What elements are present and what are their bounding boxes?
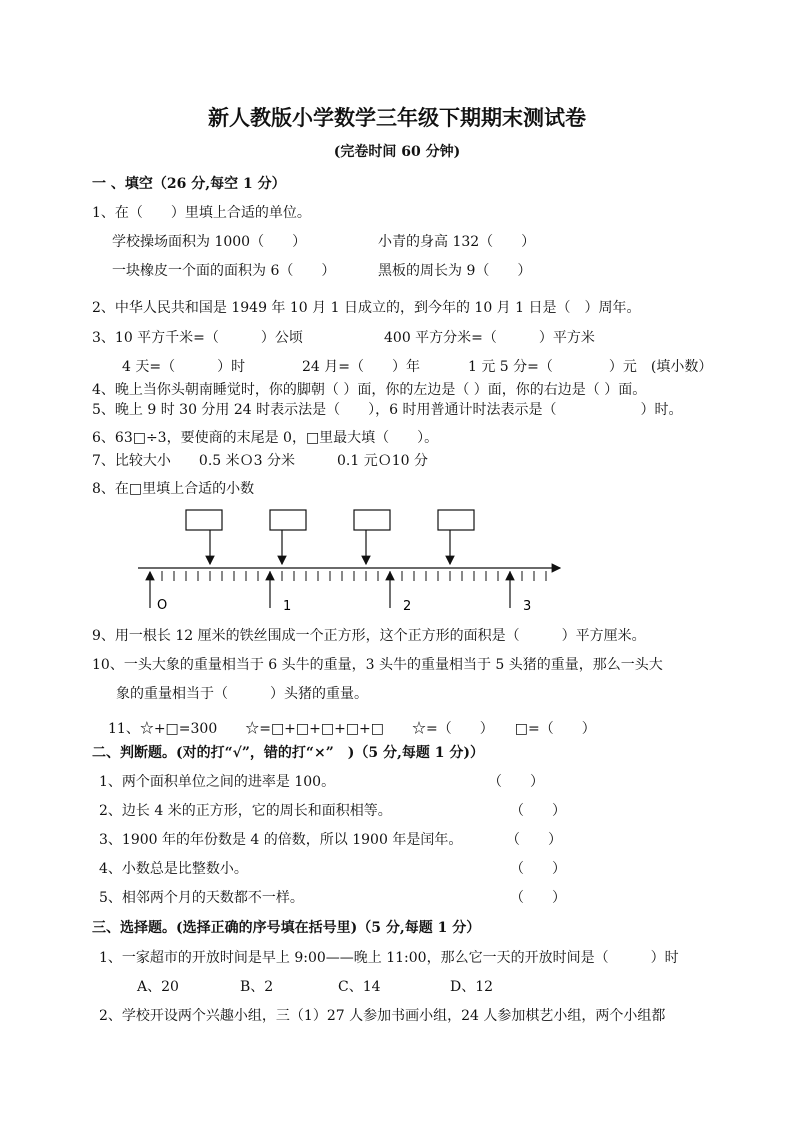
judgement-item-3: 3、1900 年的年份数是 4 的倍数，所以 1900 年是闰年。 [99, 832, 463, 848]
question-1-10a: 10、一头大象的重量相当于 6 头牛的重量，3 头牛的重量相当于 5 头猪的重量，那么一头大 [92, 657, 663, 673]
question-1-6: 6、63□÷3，要使商的末尾是 0，□里最大填（ ）。 [92, 430, 439, 446]
number-line-label-2: 2 [403, 599, 412, 614]
question-1-1a: 学校操场面积为 1000（ ） [112, 234, 307, 250]
question-1-1b: 小青的身高 132（ ） [378, 234, 536, 250]
question-1-3a: 3、10 平方千米=（ ）公顷 [92, 330, 303, 346]
judgement-answer-4[interactable]: （ ） [510, 861, 566, 877]
choice-question-2: 2、学校开设两个兴趣小组，三（1）27 人参加书画小组，24 人参加棋艺小组，两个小组都 [99, 1008, 666, 1024]
question-1-3e: 1 元 5 分=（ ）元 (填小数） [468, 359, 713, 375]
question-1-9: 9、用一根长 12 厘米的铁丝围成一个正方形，这个正方形的面积是（ ）平方厘米。 [92, 628, 646, 644]
number-line-ticks [162, 571, 546, 581]
judgement-answer-5[interactable]: （ ） [510, 890, 566, 906]
page-subtitle: (完卷时间 60 分钟) [333, 144, 461, 160]
choice-option-b[interactable]: B、2 [240, 979, 274, 995]
question-1-10b: 象的重量相当于（ ）头猪的重量。 [116, 686, 368, 702]
choice-question-1: 1、一家超市的开放时间是早上 9:00——晚上 11:00，那么它一天的开放时间是（ ）时 [99, 950, 679, 966]
judgement-answer-2[interactable]: （ ） [510, 803, 566, 819]
question-1-3b: 400 平方分米=（ ）平方米 [384, 330, 595, 346]
question-1-7: 7、比较大小 0.5 米Ｏ3 分米 0.1 元Ｏ10 分 [92, 453, 428, 469]
answer-box-2[interactable] [270, 510, 306, 530]
judgement-item-4: 4、小数总是比整数小。 [99, 861, 248, 877]
question-1-1c: 一块橡皮一个面的面积为 6（ ） [112, 263, 336, 279]
question-1-5: 5、晚上 9 时 30 分用 24 时表示法是（ ），6 时用普通计时法表示是（ ）时。 [92, 402, 683, 418]
choice-option-d[interactable]: D、12 [450, 979, 494, 995]
question-1-3d: 24 月=（ ）年 [302, 359, 420, 375]
judgement-item-1: 1、两个面积单位之间的进率是 100。 [99, 774, 336, 790]
number-line-label-1: 1 [283, 599, 292, 614]
section-1-heading: 一 、填空（26 分,每空 1 分） [92, 176, 286, 192]
question-1-1d: 黑板的周长为 9（ ） [378, 263, 532, 279]
answer-box-3[interactable] [354, 510, 390, 530]
section-2-heading: 二、判断题。(对的打“√”，错的打“×” )（5 分,每题 1 分)） [92, 745, 484, 761]
number-line-label-3: 3 [523, 599, 532, 614]
judgement-item-5: 5、相邻两个月的天数都不一样。 [99, 890, 304, 906]
question-1-4: 4、晚上当你头朝南睡觉时，你的脚朝（ ）面，你的左边是（ ）面，你的右边是（ ）面。 [92, 382, 647, 398]
judgement-answer-3[interactable]: （ ） [506, 832, 562, 848]
judgement-answer-1[interactable]: （ ） [488, 774, 544, 790]
answer-box-1[interactable] [186, 510, 222, 530]
page-title: 新人教版小学数学三年级下期期末测试卷 [208, 105, 586, 130]
number-line-label-0: O [157, 598, 168, 613]
question-1-3c: 4 天=（ ）时 [122, 359, 246, 375]
answer-box-4[interactable] [438, 510, 474, 530]
question-1-1: 1、在（ ）里填上合适的单位。 [92, 205, 311, 221]
choice-option-a[interactable]: A、20 [137, 979, 179, 995]
question-1-11: 11、☆+□=300 ☆=□+□+□+□+□ ☆=（ ） □=（ ） [108, 721, 596, 737]
question-1-2: 2、中华人民共和国是 1949 年 10 月 1 日成立的，到今年的 10 月 1 日是（ ）周年。 [92, 300, 641, 316]
judgement-item-2: 2、边长 4 米的正方形，它的周长和面积相等。 [99, 803, 392, 819]
section-3-heading: 三、选择题。(选择正确的序号填在括号里)（5 分,每题 1 分） [92, 920, 481, 936]
question-1-8: 8、在□里填上合适的小数 [92, 481, 255, 497]
choice-option-c[interactable]: C、14 [338, 979, 381, 995]
